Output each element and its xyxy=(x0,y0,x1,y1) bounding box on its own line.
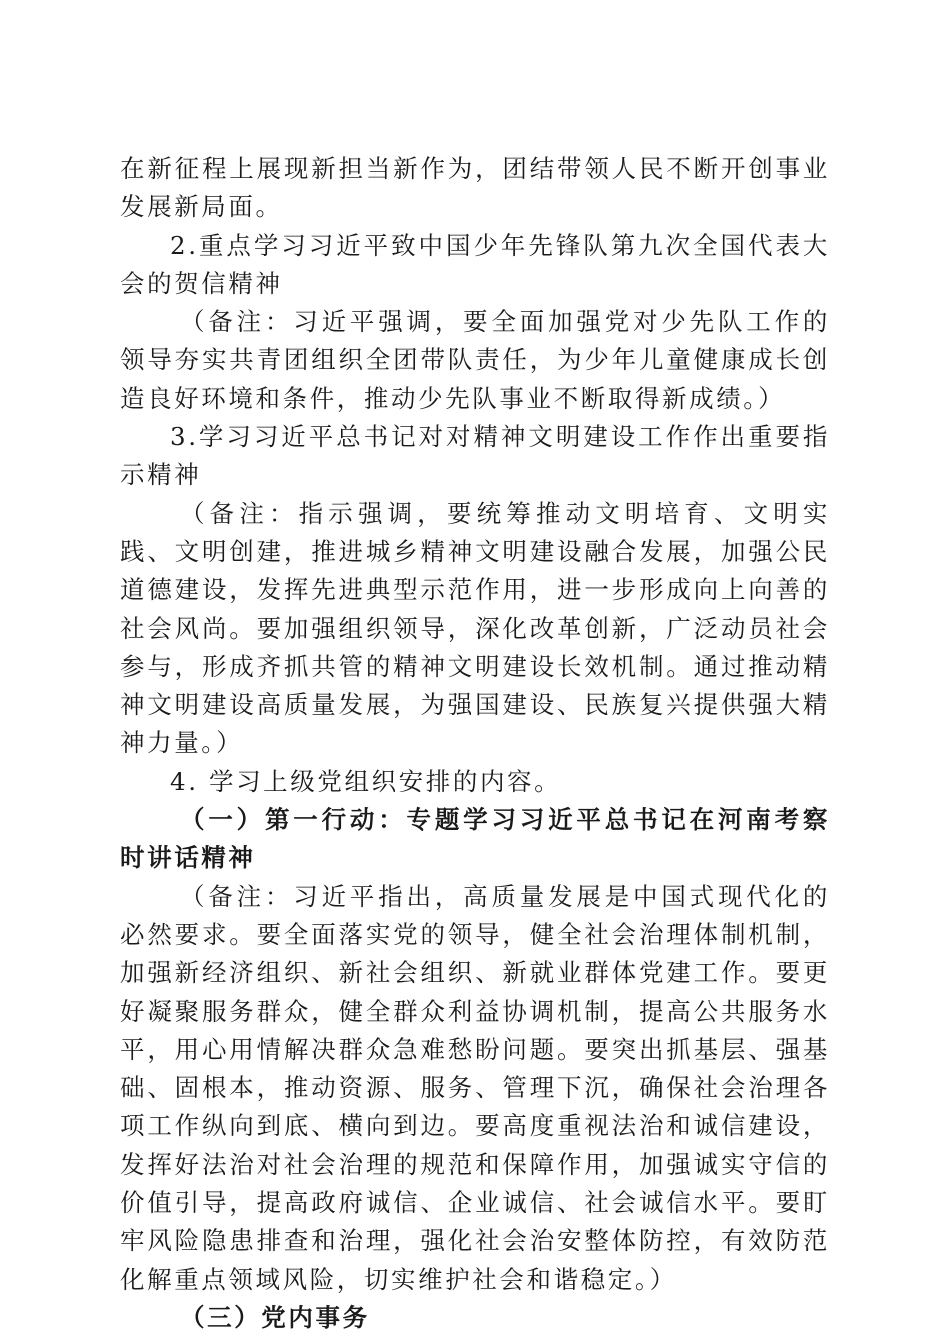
item-2-title: 2.重点学习习近平致中国少年先锋队第九次全国代表大会的贺信精神 xyxy=(120,230,830,298)
item-4-title: 4. 学习上级党组织安排的内容。 xyxy=(170,766,562,796)
note-item-3: （备注：指示强调，要统筹推动文明培育、文明实践、文明创建，推进城乡精神文明建设融合发展，加强公民道德建设，发挥先进典型示范作用，进一步形成向上向善的社会风尚。要加强组织领导，深化改革创新，广泛动员社会参与，形成齐抓共管的精神文明建设长效机制。通过推动精神文明建设高质量发展，为强国建设、民族复兴提供强大精神力量。） xyxy=(120,498,830,758)
item-3-title: 3.学习习近平总书记对对精神文明建设工作作出重要指示精神 xyxy=(120,422,830,490)
paragraph-continuation: 在新征程上展现新担当新作为，团结带领人民不断开创事业发展新局面。 xyxy=(120,154,830,222)
note-item-2: （备注：习近平强调，要全面加强党对少先队工作的领导夯实共青团组织全团带队责任，为少年儿童健康成长创造良好环境和条件，推动少先队事业不断取得新成绩。） xyxy=(120,307,830,413)
section-heading-party-affairs: （三）党内事务 xyxy=(180,1302,370,1332)
document-body xyxy=(120,150,830,1337)
note-henan-inspection: （备注：习近平指出，高质量发展是中国式现代化的必然要求。要全面落实党的领导，健全社会治理体制机制，加强新经济组织、新社会组织、新就业群体党建工作。要更好凝聚服务群众，健全群众利益协调机制，提高公共服务水平，用心用情解决群众急难愁盼问题。要突出抓基层、强基础、固根本，推动资源、服务、管理下沉，确保社会治理各项工作纵向到底、横向到边。要高度重视法治和诚信建设，发挥好法治对社会治理的规范和保障作用，加强诚实守信的价值引导，提高政府诚信、企业诚信、社会诚信水平。要盯牢风险隐患排查和治理，强化社会治安整体防控，有效防范化解重点领域风险，切实维护社会和谐稳定。） xyxy=(120,881,830,1294)
section-heading-first-action: （一）第一行动：专题学习习近平总书记在河南考察时讲话精神 xyxy=(120,805,830,873)
